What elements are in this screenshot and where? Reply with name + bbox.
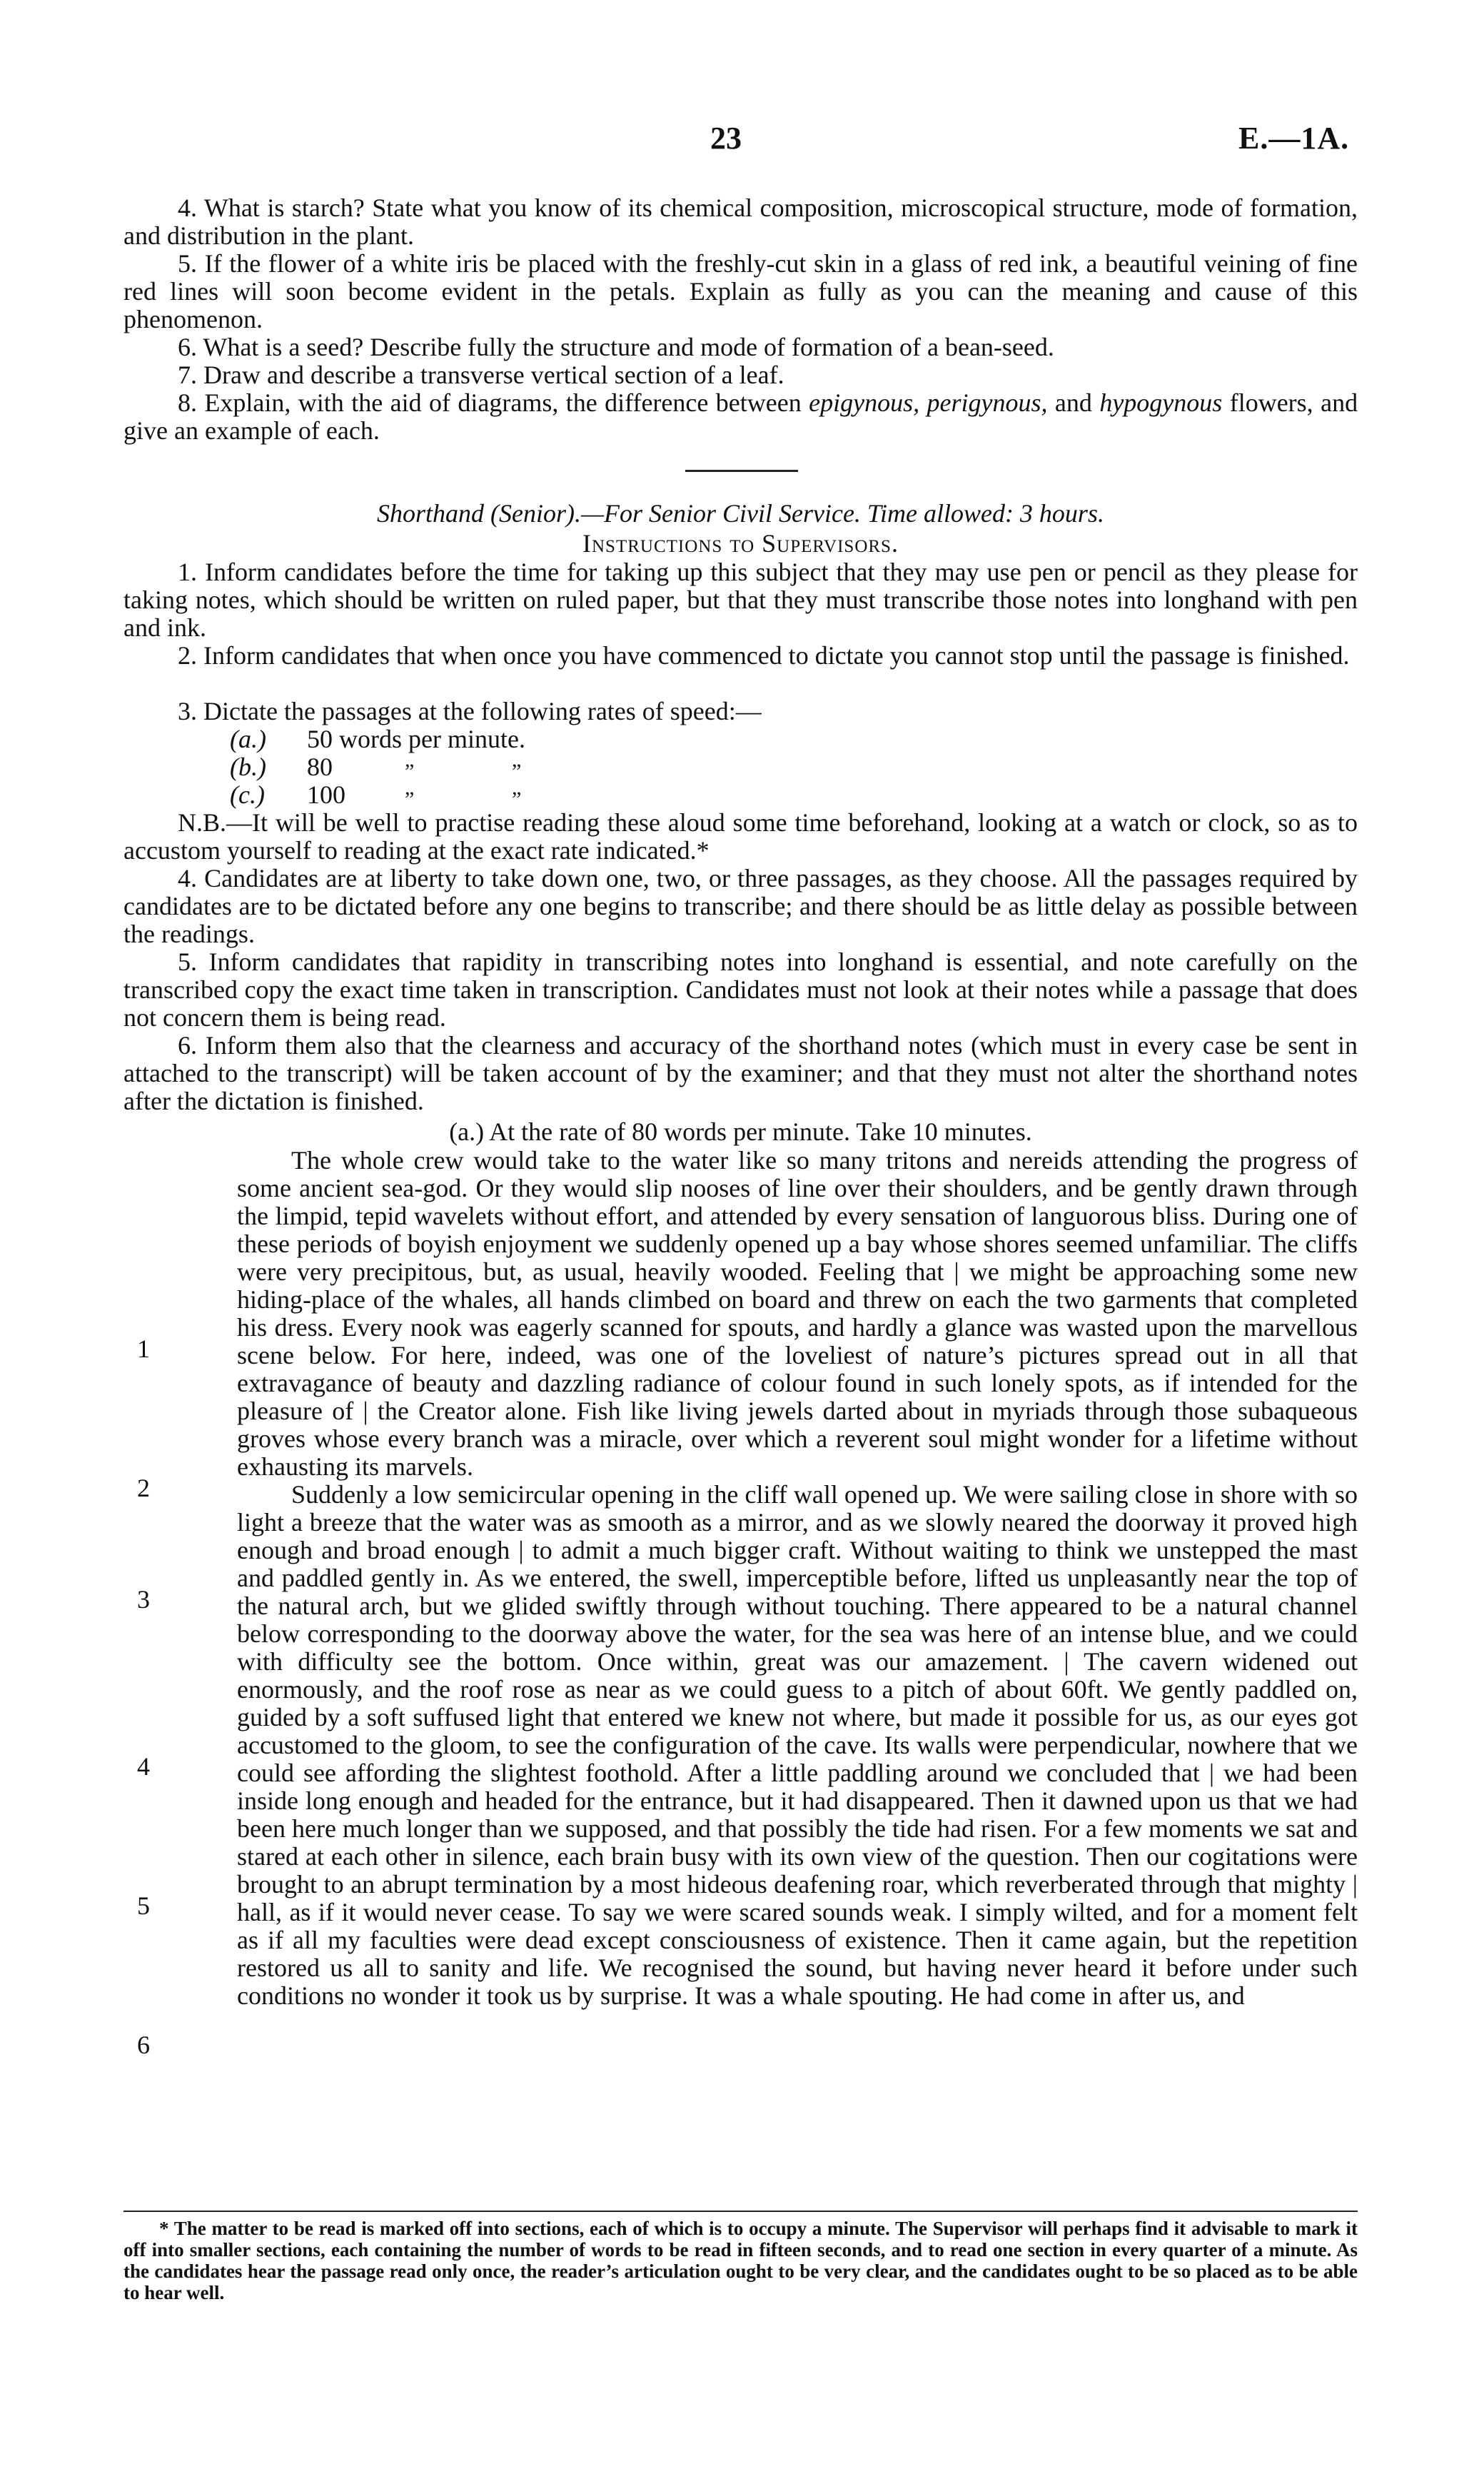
minute-marker-3: 3: [137, 1585, 150, 1614]
minute-marker-5: 5: [137, 1891, 150, 1920]
document-reference: E.—1A.: [1238, 121, 1350, 156]
minute-marker-6: 6: [137, 2031, 150, 2059]
rate-value-a: 50 words per minute.: [307, 725, 525, 753]
ditto-mark: ”: [512, 760, 522, 783]
footnote-rule: [123, 2211, 1358, 2212]
page-number: 23: [710, 121, 742, 156]
ditto-mark: ”: [512, 788, 522, 811]
rate-value-c: 100: [307, 780, 345, 809]
dictation-passage: [237, 1147, 1358, 2010]
instruction-2: 2. Inform candidates that when once you have commenced to dictate you cannot stop until the passage is finished.: [178, 641, 1350, 670]
minute-marker-4: 4: [137, 1752, 150, 1781]
botany-question-8: [123, 389, 1358, 445]
rate-value-b: 80: [307, 753, 333, 781]
passage-paragraph-1: The whole crew would take to the water like so many tritons and nereids attending the progress of some ancient sea-god. Or they would slip nooses of line over their shoulders, and be gently drawn through the limpid, tepid wavelets without effort, and attended by every sensation of languorous bliss. During one of these periods of boyish enjoyment we suddenly opened up a bay whose shores seemed unfamiliar. The cliffs were very precipitous, but, as usual, heavily wooded. Feeling that | we might be approaching some new hiding-place of the whales, all hands climbed on board and threw on each the two garments that completed his dress. Every nook was eagerly scanned for spouts, and hardly a glance was wasted upon the marvellous scene below. For here, indeed, was one of the loveliest of nature’s pictures spread out in all that extravagance of beauty and dazzling radiance of colour found in such lonely spots, as if intended for the pleasure of | the Creator alone. Fish like living jewels darted about in myriads through those subaqueous groves whose every branch was a miracle, over which a reverent soul might wonder for a lifetime without exhausting its marvels.: [237, 1146, 1358, 1481]
botany-question-4: 4. What is starch? State what you know of its chemical composition, microscopical structure, mode of formation, and distribution in the plant.: [123, 193, 1358, 250]
rate-row-c: [230, 781, 601, 809]
question-8-text-a: 8. Explain, with the aid of diagrams, the difference between: [178, 388, 802, 417]
botany-question-7: 7. Draw and describe a transverse vertical section of a leaf.: [178, 361, 784, 389]
shorthand-title: Shorthand (Senior).—For Senior Civil Service. Time allowed: 3 hours.: [377, 499, 1104, 528]
rate-label-c: (c.): [230, 780, 265, 809]
rate-label-a: (a.): [230, 725, 266, 753]
term-epigynous: epigynous,: [809, 388, 920, 417]
instruction-6: 6. Inform them also that the clearness and accuracy of the shorthand notes (which must in every case be sent in attached to the transcript) will be taken account of by the examiner; and that they must not alter the shorthand notes after the dictation is finished.: [123, 1031, 1358, 1115]
passage-a-heading: (a.) At the rate of 80 words per minute. Take 10 minutes.: [449, 1117, 1032, 1146]
rate-label-b: (b.): [230, 753, 266, 781]
section-divider: [685, 470, 798, 472]
ditto-mark: ”: [405, 788, 415, 811]
question-8-text-b: flowers, and give an example of each.: [123, 388, 1358, 445]
minute-marker-2: 2: [137, 1474, 150, 1502]
botany-question-6: 6. What is a seed? Describe fully the structure and mode of formation of a bean-seed.: [178, 333, 1054, 361]
term-hypogynous: hypogynous: [1099, 388, 1223, 417]
instruction-3: 3. Dictate the passages at the following rates of speed:—: [178, 697, 762, 725]
instruction-1: 1. Inform candidates before the time for taking up this subject that they may use pen or pencil as they please for taking notes, which should be written on ruled paper, but that they must transcribe those notes into longhand with pen and ink.: [123, 558, 1358, 642]
rate-row-b: [230, 753, 601, 781]
term-perigynous: perigynous,: [927, 388, 1048, 417]
question-8-and: and: [1054, 388, 1092, 417]
note-bene: N.B.—It will be well to practise reading these aloud some time beforehand, looking at a watch or clock, so as to accustom yourself to reading at the exact rate indicated.*: [123, 808, 1358, 865]
botany-question-5: 5. If the flower of a white iris be placed with the freshly-cut skin in a glass of red ink, a beautiful veining of fine red lines will soon become evident in the petals. Explain as fully as you can the meaning and cause of this phenomenon.: [123, 249, 1358, 333]
rate-row-a: [230, 725, 525, 753]
ditto-mark: ”: [405, 760, 415, 783]
minute-marker-1: 1: [137, 1334, 150, 1363]
passage-paragraph-2: Suddenly a low semicircular opening in the cliff wall opened up. We were sailing close in shore with so light a breeze that the water was as smooth as a mirror, and as we slowly neared the doorway it proved high enough and broad enough | to admit a much bigger craft. Without waiting to think we unstepped the mast and paddled gently in. As we entered, the swell, imperceptible before, lifted us unpleasantly near the top of the natural arch, but we glided swiftly through without touching. There appeared to be a natural channel below corresponding to the doorway above the water, for the sea was here of an intense blue, and we could with difficulty see the bottom. Once within, great was our amazement. | The cavern widened out enormously, and the roof rose as near as we could guess to a pitch of about 60ft. We gently paddled on, guided by a soft suffused light that entered we knew not where, but made it possible for us, as our eyes got accustomed to the gloom, to see the configuration of the cave. Its walls were perpendicular, nowhere that we could see affording the slightest foothold. After a little paddling around we concluded that | we had been inside long enough and headed for the entrance, but it had disappeared. Then it dawned upon us that we had been here much longer than we supposed, and that possibly the tide had risen. For a few moments we sat and stared at each other in silence, each brain busy with its own view of the question. Then our cogitations were brought to an abrupt termination by a most hideous deafening roar, which reverberated through that mighty | hall, as if it would never cease. To say we were scared sounds weak. I simply wilted, and for a moment felt as if all my faculties were dead except consciousness of existence. Then it came again, but the repetition restored us all to sanity and life. We recognised the sound, but having never heard it before under such conditions no wonder it took us by surprise. It was a whale spouting. He had come in after us, and: [237, 1480, 1358, 2010]
instruction-4: 4. Candidates are at liberty to take down one, two, or three passages, as they choose. All the passages required by candidates are to be dictated before any one begins to transcribe; and there should be as little delay as possible between the readings.: [123, 864, 1358, 948]
footnote: * The matter to be read is marked off into sections, each of which is to occupy a minute. The Supervisor will perhaps find it advisable to mark it off into smaller sections, each containing the number of words to be read in fifteen seconds, and to read one section in every quarter of a minute. As the candidates hear the passage read only once, the reader’s articulation ought to be very clear, and the candidates ought to be so placed as to be able to hear well.: [123, 2218, 1358, 2303]
instructions-heading: Instructions to Supervisors.: [582, 529, 899, 558]
page-header: [0, 120, 1484, 170]
instruction-5: 5. Inform candidates that rapidity in transcribing notes into longhand is essential, and note carefully on the transcribed copy the exact time taken in transcription. Candidates must not look at their notes while a passage that does not concern them is being read.: [123, 947, 1358, 1032]
